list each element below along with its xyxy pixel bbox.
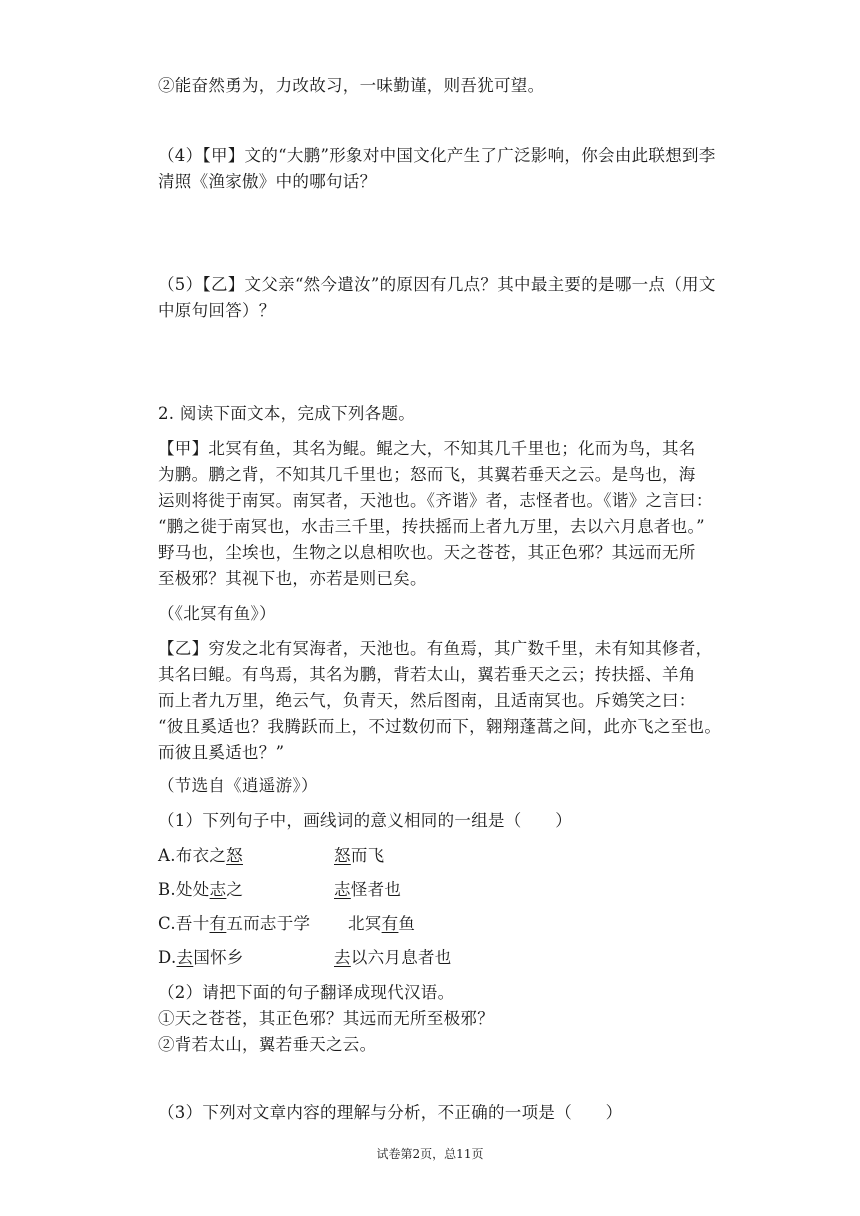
q1-part2-item2: ②能奋然勇为，力改故习，一味勤谨，则吾犹可望。 — [158, 76, 545, 95]
q1-part5-line1: （5）【乙】文父亲“然今遣汝”的原因有几点？其中最主要的是哪一点（用文 — [158, 275, 716, 294]
option-d: D.去国怀乡 去以六月息者也 — [158, 948, 452, 967]
option-b: B.处处志之 志怪者也 — [158, 880, 402, 899]
passage-jia-line: 至极邪？其视下也，亦若是则已矣。 — [158, 569, 427, 588]
underlined-word: 有 — [381, 914, 399, 933]
q1-part5-line2: 中原句回答）？ — [158, 301, 276, 320]
underlined-word: 怒 — [226, 846, 243, 865]
underlined-word: 志 — [334, 880, 351, 899]
option-a: A.布衣之怒 怒而飞 — [158, 846, 385, 865]
underlined-word: 去 — [334, 948, 351, 967]
q1-part4-line1: （4）【甲】文的“大鹏”形象对中国文化产生了广泛影响，你会由此联想到李 — [158, 146, 716, 165]
option-c: C.吾十有五而志于学 北冥有鱼 — [158, 914, 416, 933]
underlined-word: 去 — [176, 948, 194, 967]
q2-part3-stem: （3）下列对文章内容的理解与分析，不正确的一项是（ ） — [158, 1103, 623, 1122]
q2-part2-item1: ①天之苍苍，其正色邪？其远而无所至极邪？ — [158, 1009, 494, 1028]
passage-jia-source: （《北冥有鱼》） — [158, 604, 276, 623]
q2-part2-item2: ②背若太山，翼若垂天之云。 — [158, 1035, 377, 1054]
option-label: D. — [158, 948, 177, 967]
option-label: A. — [158, 846, 176, 865]
option-label: C. — [158, 914, 176, 933]
passage-jia-line: 野马也，尘埃也，生物之以息相吹也。天之苍苍，其正色邪？其远而无所 — [158, 543, 696, 562]
passage-jia-line: 【甲】北冥有鱼，其名为鲲。鲲之大，不知其几千里也；化而为鸟，其名 — [158, 439, 696, 458]
passage-yi-line: “彼且奚适也？我腾跃而上，不过数仞而下，翱翔蓬蒿之间，此亦飞之至也。 — [158, 717, 722, 736]
underlined-word: 怒 — [334, 846, 351, 865]
passage-yi-line: 其名曰鲲。有鸟焉，其名为鹏，背若太山，翼若垂天之云；抟扶摇、羊角 — [158, 665, 696, 684]
passage-yi-line: 而彼且奚适也？” — [158, 743, 285, 762]
q2-intro: 2. 阅读下面文本，完成下列各题。 — [158, 404, 416, 423]
passage-yi-source: （节选自《逍遥游》） — [158, 776, 318, 795]
page-footer: 试卷第2页，总11页 — [376, 1147, 484, 1161]
passage-jia-line: “鹏之徙于南冥也，水击三千里，抟扶摇而上者九万里，去以六月息者也。” — [158, 517, 705, 536]
underlined-word: 有 — [209, 914, 227, 933]
option-label: B. — [158, 880, 176, 899]
q2-part2-stem: （2）请把下面的句子翻译成现代汉语。 — [158, 983, 455, 1002]
passage-jia-line: 运则将徙于南冥。南冥者，天池也。《齐谐》者，志怪者也。《谐》之言曰： — [158, 491, 713, 510]
passage-yi-line: 而上者九万里，绝云气，负青天，然后图南，且适南冥也。斥鴳笑之曰： — [158, 691, 696, 710]
q1-part4-line2: 清照《渔家傲》中的哪句话？ — [158, 172, 377, 191]
underlined-word: 志 — [209, 880, 227, 899]
q2-part1-stem: （1）下列句子中，画线词的意义相同的一组是（ ） — [158, 811, 572, 830]
passage-yi-line: 【乙】穷发之北有冥海者，天池也。有鱼焉，其广数千里，未有知其修者， — [158, 639, 713, 658]
passage-jia-line: 为鹏。鹏之背，不知其几千里也；怒而飞，其翼若垂天之云。是鸟也，海 — [158, 465, 696, 484]
